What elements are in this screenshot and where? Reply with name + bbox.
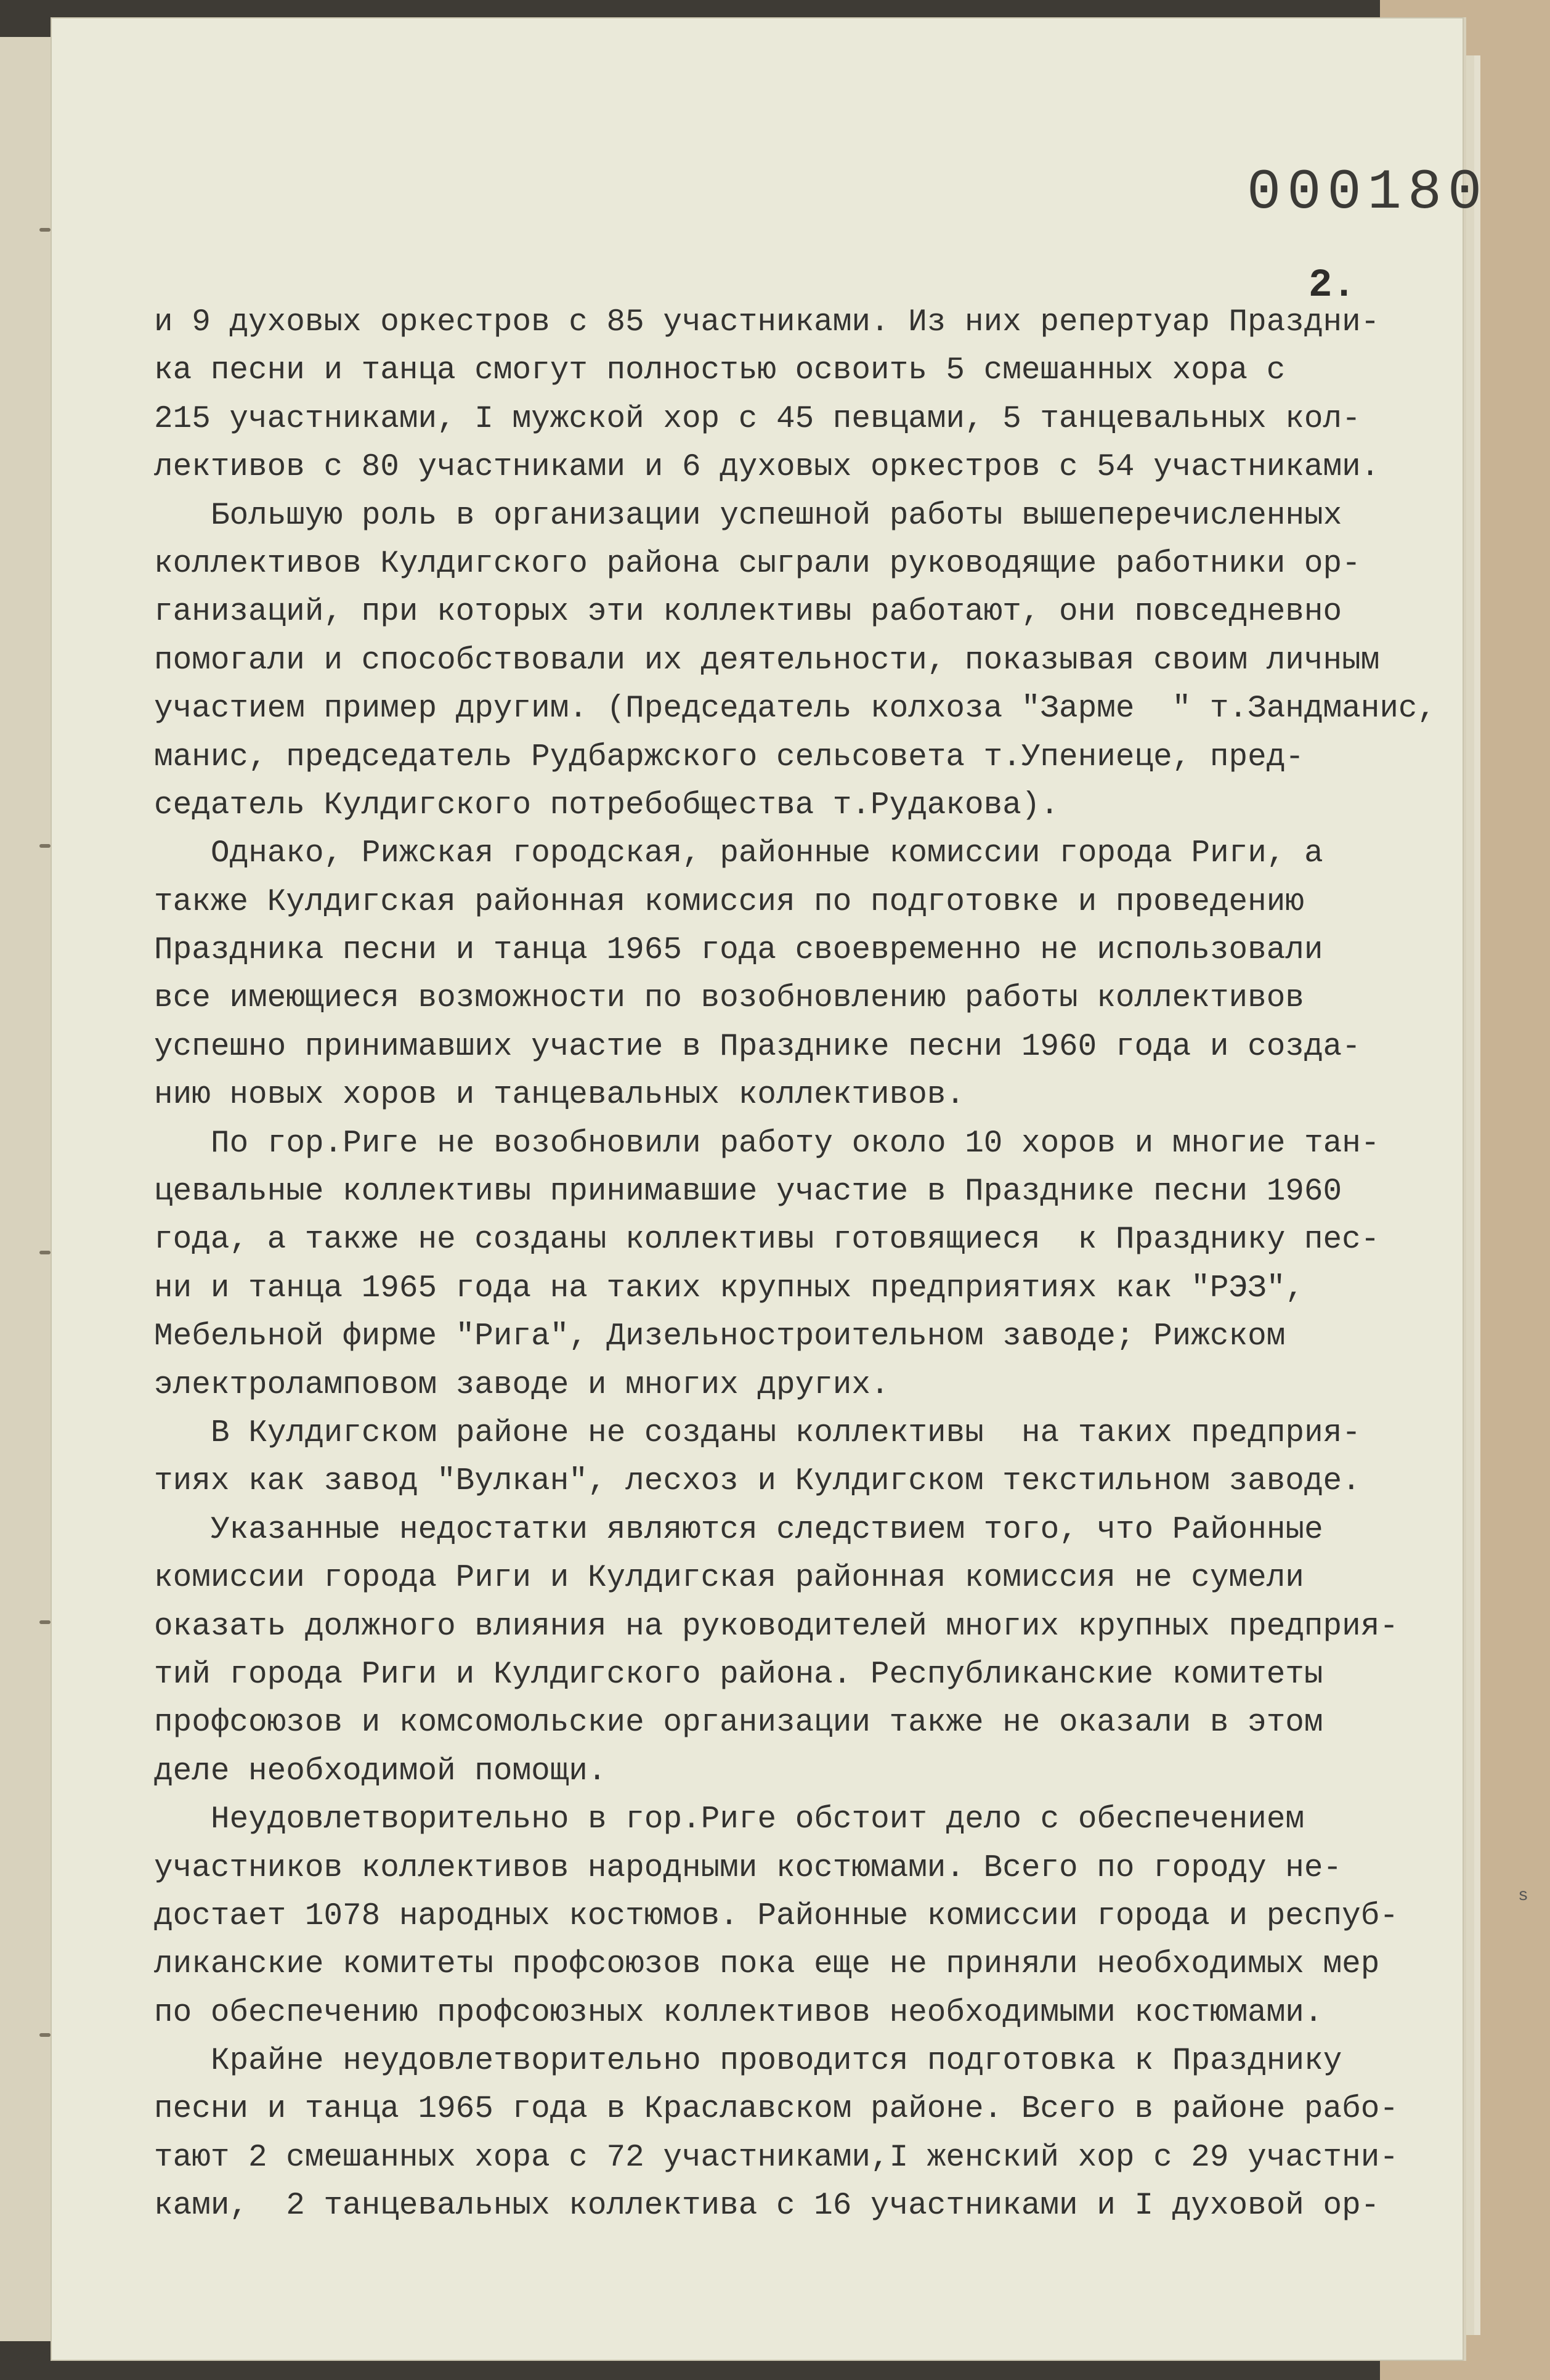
text-line: комиссии города Риги и Кулдигская районная комиссия не сумели <box>154 1561 1304 1596</box>
text-line: успешно принимавших участие в Празднике песни 1960 года и созда- <box>154 1029 1361 1065</box>
text-line: также Кулдигская районная комиссия по подготовке и проведению <box>154 884 1304 920</box>
text-line: участников коллективов народными костюмами. Всего по городу не- <box>154 1850 1342 1886</box>
text-line: ка песни и танца смогут полностью освоить 5 смешанных хора с <box>154 353 1286 389</box>
binding-stitch <box>39 1620 51 1624</box>
text-line: Мебельной фирме "Рига", Дизельностроительном заводе; Рижском <box>154 1319 1286 1355</box>
text-line: Неудовлетворительно в гор.Риге обстоит дело с обеспечением <box>211 1802 1305 1838</box>
text-line: и 9 духовых оркестров с 85 участниками. Из них репертуар Праздни- <box>154 305 1380 340</box>
text-line: ни и танца 1965 года на таких крупных предприятиях как "РЭЗ", <box>154 1270 1304 1306</box>
margin-mark: s <box>1518 1887 1528 1906</box>
text-line: все имеющиеся возможности по возобновлению работы коллективов <box>154 981 1304 1017</box>
text-line: нию новых хоров и танцевальных коллективов. <box>154 1078 965 1113</box>
text-line: ликанские комитеты профсоюзов пока еще не приняли необходимых мер <box>154 1947 1380 1983</box>
text-line: электроламповом заводе и многих других. <box>154 1367 890 1403</box>
text-line: помогали и способствовали их деятельности, показывая своим личным <box>154 643 1380 678</box>
text-line: оказать должного влияния на руководителей многих крупных предприя- <box>154 1609 1398 1644</box>
text-line: Однако, Рижская городская, районные комиссии города Риги, а <box>211 836 1323 872</box>
text-line: В Кулдигском районе не созданы коллективы на таких предприя- <box>211 1415 1361 1451</box>
text-line: коллективов Кулдигского района сыграли руководящие работники ор- <box>154 546 1361 582</box>
archive-sheet-number: 000180 <box>1247 160 1488 225</box>
text-line: деле необходимой помощи. <box>154 1753 607 1789</box>
text-line: года, а также не созданы коллективы готовящиеся к Празднику пес- <box>154 1222 1380 1258</box>
binding-stitch <box>39 1251 51 1254</box>
text-line: ками, 2 танцевальных коллектива с 16 участниками и I духовой ор- <box>154 2188 1380 2224</box>
text-line: Праздника песни и танца 1965 года своевременно не использовали <box>154 933 1323 969</box>
binding-stitch <box>39 228 51 232</box>
page-number: 2. <box>1309 264 1356 308</box>
typewritten-body <box>154 299 1448 2231</box>
text-line: тиях как завод "Вулкан", лесхоз и Кулдигском текстильном заводе. <box>154 1464 1361 1500</box>
text-line: тий города Риги и Кулдигского района. Республиканские комитеты <box>154 1657 1323 1692</box>
binding-stitch <box>39 2033 51 2037</box>
text-line: цевальные коллективы принимавшие участие в Празднике песни 1960 <box>154 1174 1342 1210</box>
binding-stitch <box>39 844 51 848</box>
text-line: тают 2 смешанных хора с 72 участниками,I женский хор с 29 участни- <box>154 2140 1398 2175</box>
text-line: 215 участниками, I мужской хор с 45 певцами, 5 танцевальных кол- <box>154 401 1361 437</box>
text-line: профсоюзов и комсомольские организации также не оказали в этом <box>154 1705 1323 1741</box>
text-line: седатель Кулдигского потребобщества т.Рудакова). <box>154 787 1060 823</box>
text-line: по обеспечению профсоюзных коллективов необходимыми костюмами. <box>154 1995 1323 2031</box>
text-line: Крайне неудовлетворительно проводится подготовка к Празднику <box>211 2044 1342 2079</box>
text-line: участием пример другим. (Председатель колхоза "Зарме " т.Зандманис, <box>154 691 1437 727</box>
text-line: песни и танца 1965 года в Краславском районе. Всего в районе рабо- <box>154 2092 1398 2127</box>
text-line: лективов с 80 участниками и 6 духовых оркестров с 54 участниками. <box>154 450 1380 485</box>
text-line: манис, председатель Рудбаржского сельсовета т.Упениеце, пред- <box>154 739 1304 775</box>
text-line: По гор.Риге не возобновили работу около 10 хоров и многие тан- <box>211 1126 1380 1161</box>
text-line: Большую роль в организации успешной работы вышеперечисленных <box>211 498 1342 534</box>
text-line: достает 1078 народных костюмов. Районные комиссии города и респуб- <box>154 1898 1398 1934</box>
text-line: Указанные недостатки являются следствием того, что Районные <box>211 1512 1323 1548</box>
text-line: ганизаций, при которых эти коллективы работают, они повседневно <box>154 595 1342 630</box>
